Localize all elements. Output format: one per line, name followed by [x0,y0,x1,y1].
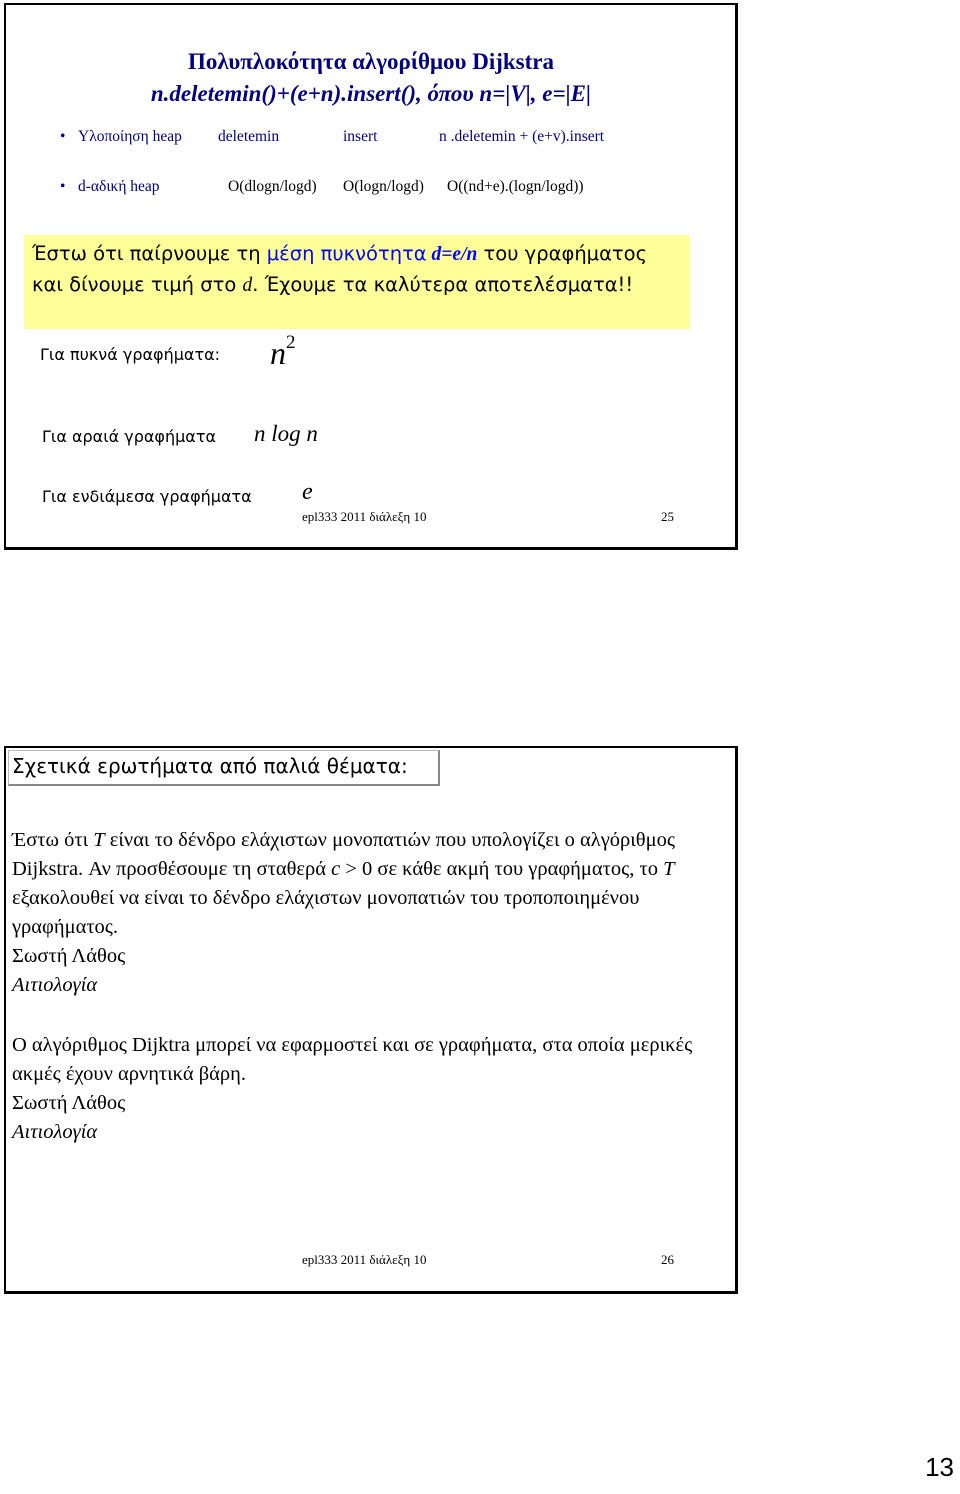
bullet-dot: • [60,128,66,145]
dense-formula: $n^2$ [270,332,296,371]
sparse-label: Για αραιά γραφήματα [42,427,217,446]
slide-25 [4,3,738,550]
slide-title-line2: n.deletemin()+(e+n).insert(), όπου n=|V|, e=|E| [150,81,592,106]
footer-page: 25 [661,509,674,524]
heap-label: Υλοποίηση heap [78,128,182,145]
slide-26 [4,746,738,1294]
footer-text: epl333 2011 διάλεξη 10 [302,1252,427,1267]
dheap-label: d-αδική heap [78,178,160,195]
questions-heading: Σχετικά ερωτήματα από παλιά θέματα: [12,754,408,778]
question-2-reason: Αιτιολογία [12,1121,98,1143]
mid-label: Για ενδιάμεσα γραφήματα [42,487,252,506]
question-1-answer: Σωστή Λάθος [12,945,126,967]
slide-title-line1: Πολυπλοκότητα αλγορίθμου Dijkstra [188,49,554,74]
question-1-reason: Αιτιολογία [12,974,98,996]
highlight-text: Έστω ότι παίρνουμε τη μέση πυκνότητα d=e/n του γραφήματος και δίνουμε τιμή στο d. Έχουμε τα καλύτερα αποτελέσματα!! [32,242,648,296]
footer-text: epl333 2011 διάλεξη 10 [302,509,427,524]
question-2: Ο αλγόριθμος Dijktra μπορεί να εφαρμοστεί και σε γραφήματα, στα οποία μερικές ακμές έχουν αρνητικά βάρη. [12,1034,693,1085]
dheap-total: O((nd+e).(logn/logd)) [447,178,584,195]
highlight-box [24,235,690,329]
bullet-dot: • [60,178,66,195]
sparse-formula: n log n [254,421,318,446]
dheap-deletemin: O(dlogn/logd) [228,178,317,195]
col-insert: insert [343,128,378,145]
page-number: 13 [925,1452,954,1482]
question-2-answer: Σωστή Λάθος [12,1092,126,1114]
col-deletemin: deletemin [218,128,280,145]
mid-formula: e [302,479,313,505]
question-1: Έστω ότι T είναι το δένδρο ελάχιστων μονοπατιών που υπολογίζει ο αλγόριθμος Dijkstra. Αν προσθέσουμε τη σταθερά c > 0 σε κάθε ακμή του γραφήματος, το T εξακολουθεί να είναι το δένδρο ελάχιστων μονοπατιών του τροποποιημένου γραφήματος. [12,829,675,938]
dheap-insert: O(logn/logd) [343,178,424,195]
col-total: n .deletemin + (e+v).insert [439,128,605,145]
dense-label: Για πυκνά γραφήματα: [40,345,221,364]
footer-page: 26 [661,1252,674,1267]
